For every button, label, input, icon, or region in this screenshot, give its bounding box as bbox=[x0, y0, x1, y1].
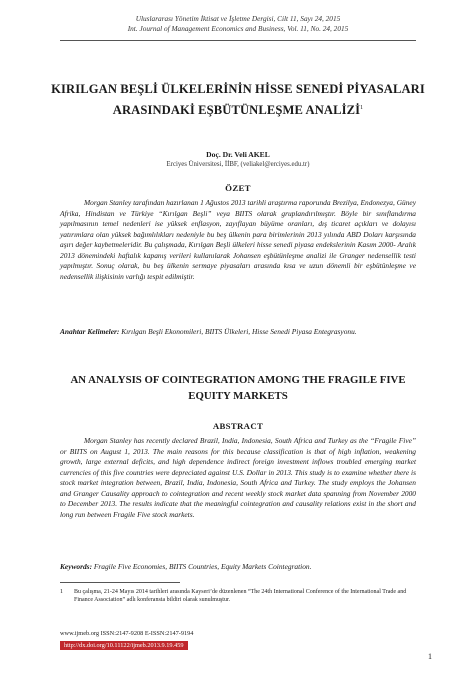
abstract-body-text: Morgan Stanley has recently declared Brazil, India, Indonesia, South Africa and Turkey as the “Fragile Five” or BIITS on August 1, 2013. The main reasons for this because classification is that of high inflation, weakening growth, large external deficits, and high dependence indirect foreign investment inflows troubled emerging market currencies of this five countries were depreciated against U.S. Dollar in 2013. This study is to examine whether there is stock market integration between, Brazil, India, Indonesia, South Africa and Turkey. The study employs the Johansen and Granger Causality approach to cointegration and recent weekly stock market data spanning from November 2000 to December 2013. The results indicate that the meaningful cointegration and causality relations exist in the short and long run between Fragile Five stock markets. bbox=[60, 436, 416, 519]
doi-link[interactable]: http://dx.doi.org/10.11122/ijmeb.2013.9.19.459 bbox=[60, 641, 188, 650]
turkish-title-line2 bbox=[40, 99, 436, 120]
journal-header-tr: Uluslararası Yönetim İktisat ve İşletme Dergisi, Cilt 11, Sayı 24, 2015 bbox=[135, 14, 341, 23]
ozet-keywords-text: Kırılgan Beşli Ekonomileri, BIITS Ülkeleri, Hisse Senedi Piyasa Entegrasyonu. bbox=[121, 327, 357, 336]
english-title-line1: AN ANALYSIS OF COINTEGRATION AMONG THE FRAGILE FIVE bbox=[70, 374, 406, 386]
journal-header bbox=[0, 14, 476, 34]
ozet-body bbox=[60, 198, 416, 282]
footnote-rule bbox=[60, 582, 180, 583]
author-name: Doç. Dr. Veli AKEL bbox=[206, 150, 270, 159]
turkish-title-line2-text: ARASINDAKİ EŞBÜTÜNLEŞME ANALİZİ bbox=[112, 103, 361, 118]
ozet-keywords-label: Anahtar Kelimeler: bbox=[60, 327, 120, 336]
header-rule bbox=[60, 40, 416, 41]
footnote bbox=[60, 588, 416, 604]
abstract-keywords-text: Fragile Five Economies, BIITS Countries, Equity Markets Cointegration. bbox=[93, 562, 312, 571]
abstract-keywords bbox=[60, 562, 416, 573]
footnote-text: Bu çalışma, 21-24 Mayıs 2014 tarihleri arasında Kayseri’de düzenlenen “The 24th International Conference of the International Trade and Finance Association” adlı konferansta bildiri olarak sunulmuştur. bbox=[74, 589, 407, 603]
ozet-body-text: Morgan Stanley tarafından hazırlanan 1 Ağustos 2013 tarihli araştırma raporunda Brezilya, Endonezya, Güney Afrika, Hindistan ve Türkiye “Kırılgan Beşli” veya BIITS olarak gruplandırılmıştır. Böyle bir sınıflandırma yapılmasının temel nedenleri ise yüksek enflasyon, zayıflayan büyüme oranları, dış ticaret açıkları ve dolayısı yatırımlara olan yüksek bağımlılıkları nedeniyle bu beş ülkenin para birimlerinin 2013 yılında ABD Doları karşısında aşırı değer kaybetmeleridir. Bu çalışmada, Kırılgan Beşli ülkeleri hisse senedi piyasa endekslerinin Kasım 2000- Aralık 2013 dönemindeki haftalık kapanış verileri kullanılarak Johansen eşbütünleşme analizi ile Granger nedensellik testi yapılmıştır. Sonuç olarak, bu beş ülkenin sermaye piyasaları arasında kısa ve uzun dönemli bir eşbütünleşme ve nedensellik ilişkisinin varlığı tespit edilmiştir. bbox=[60, 198, 416, 281]
english-title-line2: EQUITY MARKETS bbox=[188, 390, 288, 402]
ozet-heading: ÖZET bbox=[225, 183, 251, 193]
footnote-number: 1 bbox=[60, 589, 63, 595]
abstract-keywords-label: Keywords: bbox=[60, 562, 93, 571]
author-block bbox=[0, 150, 476, 170]
english-title bbox=[40, 372, 436, 404]
turkish-title bbox=[40, 80, 436, 120]
page-number: 1 bbox=[428, 652, 432, 661]
author-affiliation: Erciyes Üniversitesi, İİBF, (veliakel@erciyes.edu.tr) bbox=[166, 161, 310, 168]
abstract-heading: ABSTRACT bbox=[212, 421, 264, 431]
ozet-keywords bbox=[60, 327, 416, 338]
issn-line: www.ijmeb.org ISSN:2147-9208 E-ISSN:2147-9194 bbox=[60, 630, 194, 637]
footnote-mark: 1 bbox=[360, 105, 364, 111]
turkish-title-line1: KIRILGAN BEŞLİ ÜLKELERİNİN HİSSE SENEDİ PİYASALARI bbox=[51, 82, 425, 96]
journal-header-en: Int. Journal of Management Economics and Business, Vol. 11, No. 24, 2015 bbox=[127, 24, 349, 33]
abstract-body bbox=[60, 436, 416, 520]
